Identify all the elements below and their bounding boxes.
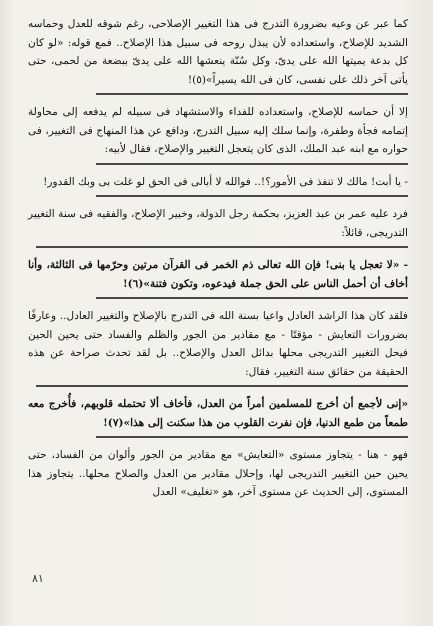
- paragraph-6: فهو - هنا - يتجاوز مستوى «التعايش» مع مقادير من الجور وألوان من الفساد، حتى يحين حين التغيير التدريجى لها، وإحلال مقادير من العدل والصلاح محلها.. يتجاوز هذا المستوى، إلى الحديث عن مستوى آخر، هو «تغليف» العدل: [28, 449, 408, 498]
- separator-rule: [96, 297, 408, 299]
- quote-2: «إنى لأجمع أن أخرج للمسلمين أمراً من العدل، فأخاف ألا تحتمله قلوبهم، فأُخرج معه طمعاً من طمع الدنيا، فإن نفرت القلوب من هذا سكنت إلى هذا»(٧)!: [28, 398, 408, 429]
- paragraph-5: فلقد كان هذا الراشد العادل واعيا بسنة الله فى التدرج بالإصلاح والتغيير العادل.. وعارفًا بضرورات التعايش - مؤقتًا - مع مقادير من الجور والظلم والفساد حتى يحين الحين فيحل التغيير التدريجى محلها بدائل العدل والإصلاح.. بل لقد تحدث صراحة عن هذه الحقيقة من حقائق سنة التغيير، فقال:: [28, 310, 408, 378]
- paragraph-3: - يا أبت! مالك لا تنفذ فى الأمور؟!.. فوالله لا أبالى فى الحق لو غلت بى وبك القدور!: [43, 175, 408, 188]
- separator-rule: [36, 385, 408, 387]
- quote-1: - «لا تعجل يا بنى! فإن الله تعالى ذم الخمر فى القرآن مرتين وحرّمها فى الثالثة، وأنا أخاف أن أحمل الناس على الحق جملة فيدعوه، وتكون فتنة»(٦)!: [28, 259, 408, 290]
- paragraph-2: إلا أن حماسه للإصلاح، واستعداده للفداء والاستشهاد فى سبيله لم يدفعه إلى محاولة إتمامه فجأة وطفرة، وإنما سلك إليه سبيل التدرج، ودافع عن هذا المنهاج فى التغيير، فى حواره مع ابنه عبد الملك، الذى كان يتعجل التغيير والإصلاح، فقال لأبيه:: [28, 106, 408, 155]
- paragraph-4: فرد عليه عمر بن عبد العزيز، بحكمة رجل الدولة، وخبير الإصلاح، والفقيه فى سنة التغيير التدريجى، قائلاً:: [28, 208, 408, 239]
- separator-rule: [96, 163, 408, 165]
- separator-rule: [96, 93, 408, 95]
- paragraph-1: كما عبر عن وعيه بضرورة التدرج فى هذا التغيير الإصلاحى، رغم شوقه للعدل وحماسه الشديد للإصلاح، واستعداده لأن يبذل روحه فى سبيل هذا الإصلاح.. فمع قوله: «لو كان كل بدعة يميتها الله على يدىّ، وكل سُنّة ينعشها الله على يدىّ ببضعة من لحمى، حتى يأتى آخر ذلك على نفسى، كان فى الله يسيراً»(٥)!: [28, 18, 408, 86]
- page-number: ٨١: [32, 572, 44, 585]
- page-body: [28, 15, 408, 502]
- separator-rule: [36, 246, 408, 248]
- separator-rule: [96, 195, 408, 197]
- separator-rule: [96, 436, 408, 438]
